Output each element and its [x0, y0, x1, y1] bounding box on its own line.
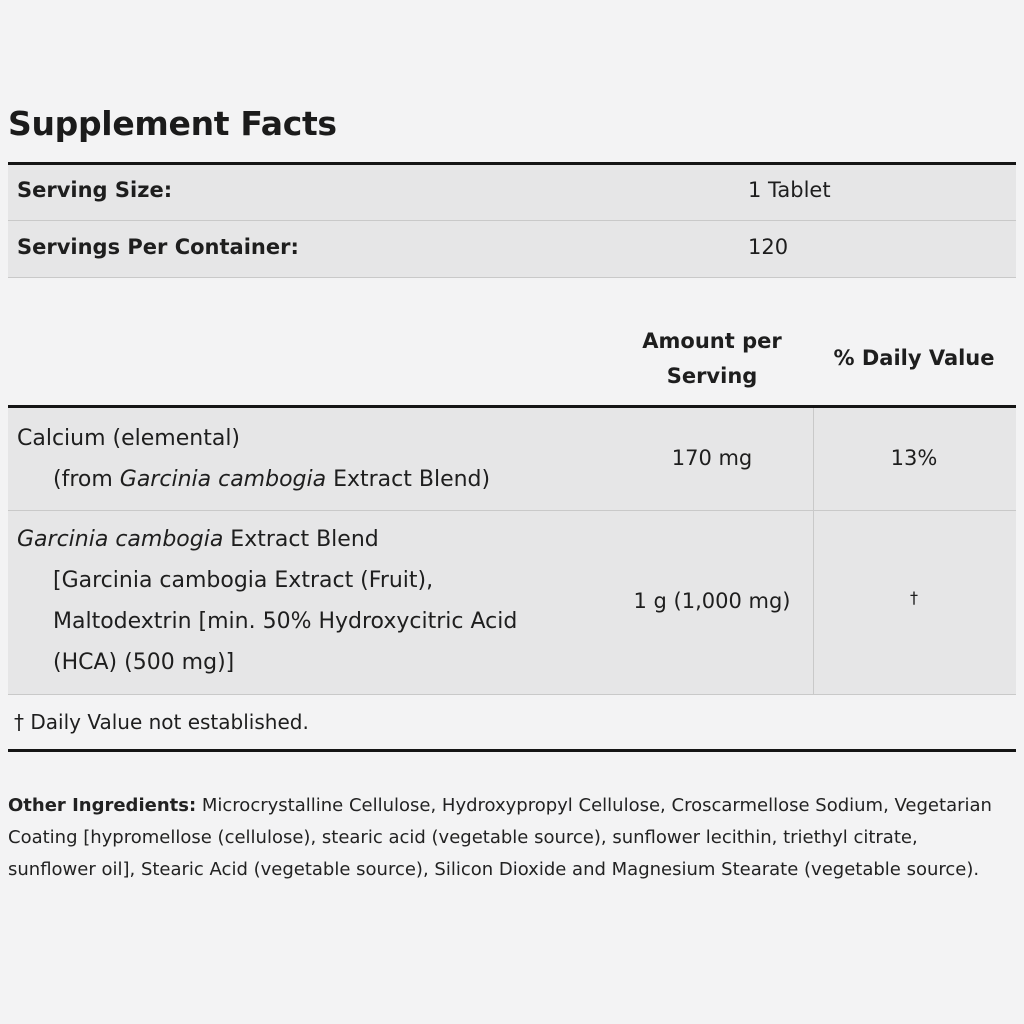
- garcinia-sub-line1: [Garcinia cambogia Extract (Fruit),: [53, 568, 434, 593]
- garcinia-sub-line3: (HCA) (500 mg)]: [53, 650, 235, 675]
- calcium-amount: 170 mg: [671, 446, 753, 470]
- servings-per-container-value: 120: [748, 235, 789, 259]
- daily-value-header: % Daily Value: [833, 346, 995, 370]
- garcinia-name-suffix: Extract Blend: [223, 527, 379, 552]
- serving-size-value: 1 Tablet: [748, 178, 831, 202]
- amount-header-line1: Amount per: [642, 329, 782, 353]
- footnote: † Daily Value not established.: [14, 710, 309, 734]
- calcium-source-prefix: (from: [53, 467, 120, 492]
- garcinia-sub-line2: Maltodextrin [min. 50% Hydroxycitric Acid: [53, 609, 518, 634]
- garcinia-name: [17, 519, 517, 683]
- calcium-daily-value: 13%: [890, 446, 938, 470]
- other-ingredients: [8, 790, 1008, 886]
- other-ingredients-label: Other Ingredients:: [8, 795, 197, 816]
- garcinia-name-line1: [17, 519, 517, 560]
- divider: [8, 694, 1016, 695]
- calcium-source-italic: Garcinia cambogia: [119, 467, 327, 492]
- page-title: Supplement Facts: [8, 104, 337, 143]
- calcium-name-line1: Calcium (elemental): [17, 426, 241, 451]
- bottom-rule: [8, 749, 1016, 752]
- garcinia-name-italic: Garcinia cambogia: [17, 527, 224, 552]
- garcinia-amount: 1 g (1,000 mg): [633, 589, 791, 613]
- calcium-source-suffix: Extract Blend): [326, 467, 491, 492]
- garcinia-daily-value: †: [910, 588, 918, 607]
- other-ingredients-text: Microcrystalline Cellulose, Hydroxypropyl Cellulose, Croscarmellose Sodium, Vegetarian Coating [hypromellose (cellulose), stearic acid (vegetable source), sunflower lecithin, triethyl citrate, sunflower oil], Stearic Acid (vegetable source), Silicon Dioxide and Magnesium Stearate (vegetable source).: [8, 795, 992, 880]
- divider: [8, 277, 1016, 278]
- calcium-name: [17, 418, 490, 500]
- amount-header-line2: Serving: [666, 364, 758, 388]
- amount-per-serving-header: [612, 324, 812, 394]
- serving-size-label: Serving Size:: [17, 178, 173, 202]
- calcium-source: [17, 459, 490, 500]
- servings-per-container-label: Servings Per Container:: [17, 235, 299, 259]
